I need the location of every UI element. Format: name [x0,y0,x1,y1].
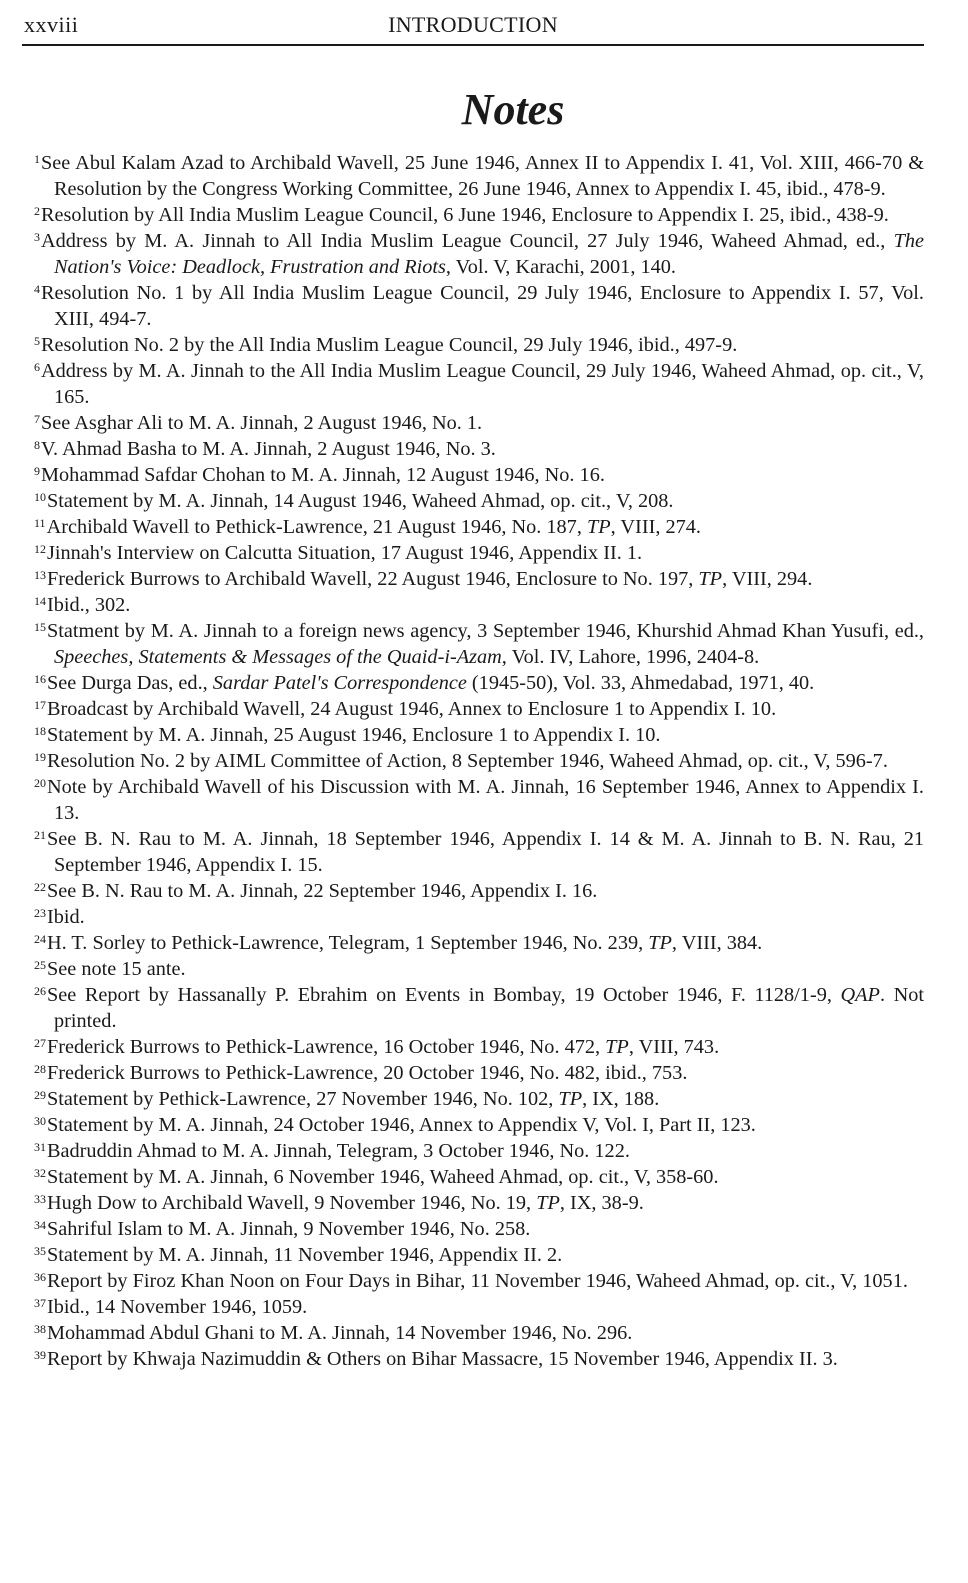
note-item [34,1138,924,1164]
note-item [34,982,924,1034]
note-text: Mohammad Safdar Chohan to M. A. Jinnah, 12 August 1946, No. 16. [41,464,605,486]
note-number: 3 [34,230,40,244]
note-number: 9 [34,464,40,478]
note-number: 29 [34,1088,46,1102]
note-text: Broadcast by Archibald Wavell, 24 August 1946, Annex to Enclosure 1 to Appendix I. 10. [47,698,777,720]
note-text: Address by M. A. Jinnah to the All India Muslim League Council, 29 July 1946, Waheed Ahmad, op. cit., V, 165. [41,360,924,408]
note-text: Resolution by All India Muslim League Council, 6 June 1946, Enclosure to Appendix I. 25, ibid., 438-9. [41,204,889,226]
note-text: (1945-50), Vol. 33, Ahmedabad, 1971, 40. [466,672,815,694]
note-text: Statement by M. A. Jinnah, 25 August 1946, Enclosure 1 to Appendix I. 10. [47,724,661,746]
note-text: Statement by M. A. Jinnah, 14 August 1946, Waheed Ahmad, op. cit., V, 208. [47,490,674,512]
note-text: Statement by M. A. Jinnah, 11 November 1946, Appendix II. 2. [47,1244,563,1266]
note-item [34,332,924,358]
note-number: 2 [34,204,40,218]
note-text: Resolution No. 2 by the All India Muslim League Council, 29 July 1946, ibid., 497-9. [41,334,738,356]
note-number: 10 [34,490,46,504]
note-item [34,1112,924,1138]
note-text: Sahriful Islam to M. A. Jinnah, 9 November 1946, No. 258. [47,1218,531,1240]
note-text: , IX, 38-9. [559,1192,644,1214]
note-item [34,228,924,280]
note-item [34,826,924,878]
page-number: xxviii [24,12,79,37]
note-item [34,1034,924,1060]
notes-list [22,150,924,1372]
note-number: 13 [34,568,46,582]
note-text: . Not printed. [54,984,924,1032]
note-text: , IX, 188. [582,1088,660,1110]
note-text: Hugh Dow to Archibald Wavell, 9 November 1946, No. 19, [47,1192,537,1214]
note-number: 33 [34,1192,46,1206]
note-number: 28 [34,1062,46,1076]
note-text: Resolution No. 1 by All India Muslim League Council, 29 July 1946, Enclosure to Appendix I. 57, Vol. XIII, 494-7. [41,282,924,330]
note-number: 12 [34,542,46,556]
note-italic-title: TP [586,516,611,538]
note-text: Note by Archibald Wavell of his Discussion with M. A. Jinnah, 16 September 1946, Annex to Appendix I. 13. [47,776,924,824]
note-text: , VIII, 384. [671,932,763,954]
note-number: 30 [34,1114,46,1128]
note-text: Statement by M. A. Jinnah, 6 November 1946, Waheed Ahmad, op. cit., V, 358-60. [47,1166,719,1188]
note-text: , VIII, 743. [628,1036,720,1058]
note-item [34,670,924,696]
note-text: Statement by Pethick-Lawrence, 27 November 1946, No. 102, [47,1088,559,1110]
note-text: V. Ahmad Basha to M. A. Jinnah, 2 August 1946, No. 3. [41,438,496,460]
note-text: Ibid., 302. [47,594,131,616]
note-text: See Abul Kalam Azad to Archibald Wavell, 25 June 1946, Annex II to Appendix I. 41, Vol. XIII, 466-70 & Resolution by the Congress Working Committee, 26 June 1946, Annex to Appendix I. 45, ibid., 478-9. [41,152,924,200]
note-item [34,1346,924,1372]
note-text: , VIII, 274. [610,516,701,538]
note-italic-title: Sardar Patel's Correspondence [212,672,467,694]
note-item [34,956,924,982]
note-item [34,878,924,904]
note-number: 38 [34,1322,46,1336]
note-text: Frederick Burrows to Pethick-Lawrence, 20 October 1946, No. 482, ibid., 753. [47,1062,688,1084]
note-text: See Report by Hassanally P. Ebrahim on Events in Bombay, 19 October 1946, F. 1128/1-9, [47,984,841,1006]
note-text: Statement by M. A. Jinnah, 24 October 1946, Annex to Appendix V, Vol. I, Part II, 123. [47,1114,756,1136]
note-text: Statment by M. A. Jinnah to a foreign news agency, 3 September 1946, Khurshid Ahmad Khan Yusufi, ed., [47,620,924,642]
note-item [34,462,924,488]
note-number: 17 [34,698,46,712]
note-item [34,1190,924,1216]
note-number: 7 [34,412,40,426]
note-text: , VIII, 294. [722,568,813,590]
note-item [34,1216,924,1242]
note-number: 35 [34,1244,46,1258]
note-text: Ibid. [47,906,85,928]
note-italic-title: Speeches, Statements & Messages of the Quaid-i-Azam [54,646,502,668]
note-number: 5 [34,334,40,348]
section-title: INTRODUCTION [388,12,558,37]
note-number: 32 [34,1166,46,1180]
note-text: Frederick Burrows to Archibald Wavell, 22 August 1946, Enclosure to No. 197, [47,568,699,590]
note-number: 25 [34,958,46,972]
note-item [34,930,924,956]
note-italic-title: TP [558,1088,583,1110]
note-text: See B. N. Rau to M. A. Jinnah, 22 September 1946, Appendix I. 16. [47,880,598,902]
note-text: , Vol. V, Karachi, 2001, 140. [445,256,676,278]
note-number: 36 [34,1270,46,1284]
note-italic-title: The Nation's Voice: Deadlock, Frustration and Riots [54,230,924,278]
note-item [34,150,924,202]
note-italic-title: QAP [840,984,880,1006]
note-number: 19 [34,750,46,764]
note-item [34,904,924,930]
note-text: Mohammad Abdul Ghani to M. A. Jinnah, 14 November 1946, No. 296. [47,1322,633,1344]
note-text: Report by Firoz Khan Noon on Four Days in Bihar, 11 November 1946, Waheed Ahmad, op. cit., V, 1051. [47,1270,908,1292]
note-item [34,358,924,410]
note-number: 11 [34,516,46,530]
note-number: 16 [34,672,46,686]
note-number: 23 [34,906,46,920]
note-number: 27 [34,1036,46,1050]
note-number: 15 [34,620,46,634]
note-number: 39 [34,1348,46,1362]
note-text: Report by Khwaja Nazimuddin & Others on Bihar Massacre, 15 November 1946, Appendix II. 3. [47,1348,838,1370]
note-number: 8 [34,438,40,452]
note-item [34,1242,924,1268]
note-number: 34 [34,1218,46,1232]
note-number: 6 [34,360,40,374]
note-item [34,202,924,228]
running-head [22,0,924,46]
note-item [34,1060,924,1086]
note-item [34,1268,924,1294]
note-text: See B. N. Rau to M. A. Jinnah, 18 September 1946, Appendix I. 14 & M. A. Jinnah to B. N. Rau, 21 September 1946, Appendix I. 15. [47,828,924,876]
note-number: 21 [34,828,46,842]
note-item [34,1086,924,1112]
note-item [34,722,924,748]
note-item [34,748,924,774]
note-number: 1 [34,152,40,166]
note-text: H. T. Sorley to Pethick-Lawrence, Telegram, 1 September 1946, No. 239, [47,932,649,954]
note-item [34,280,924,332]
note-text: Resolution No. 2 by AIML Committee of Action, 8 September 1946, Waheed Ahmad, op. cit., V, 596-7. [47,750,888,772]
notes-heading: Notes [461,85,565,134]
note-italic-title: TP [536,1192,560,1214]
note-number: 14 [34,594,46,608]
note-italic-title: TP [605,1036,629,1058]
note-text: See Durga Das, ed., [47,672,213,694]
note-number: 22 [34,880,46,894]
note-text: Ibid., 14 November 1946, 1059. [47,1296,308,1318]
note-text: Frederick Burrows to Pethick-Lawrence, 16 October 1946, No. 472, [47,1036,606,1058]
note-item [34,1294,924,1320]
note-italic-title: TP [648,932,672,954]
note-text: Jinnah's Interview on Calcutta Situation, 17 August 1946, Appendix II. 1. [47,542,643,564]
note-italic-title: TP [698,568,723,590]
note-text: See note 15 ante. [47,958,186,980]
note-item [34,774,924,826]
note-item [34,618,924,670]
note-item [34,540,924,566]
note-item [34,566,924,592]
note-text: Address by M. A. Jinnah to All India Muslim League Council, 27 July 1946, Waheed Ahmad, ed., [41,230,894,252]
note-item [34,436,924,462]
note-item [34,410,924,436]
note-number: 26 [34,984,46,998]
note-number: 24 [34,932,46,946]
note-text: Archibald Wavell to Pethick-Lawrence, 21 August 1946, No. 187, [46,516,587,538]
note-item [34,488,924,514]
note-number: 4 [34,282,40,296]
note-item [34,1320,924,1346]
note-number: 31 [34,1140,46,1154]
note-number: 18 [34,724,46,738]
note-item [34,1164,924,1190]
note-number: 20 [34,776,46,790]
note-item [34,514,924,540]
note-number: 37 [34,1296,46,1310]
note-text: , Vol. IV, Lahore, 1996, 2404-8. [501,646,760,668]
note-item [34,696,924,722]
note-text: Badruddin Ahmad to M. A. Jinnah, Telegram, 3 October 1946, No. 122. [47,1140,630,1162]
note-text: See Asghar Ali to M. A. Jinnah, 2 August 1946, No. 1. [41,412,483,434]
note-item [34,592,924,618]
